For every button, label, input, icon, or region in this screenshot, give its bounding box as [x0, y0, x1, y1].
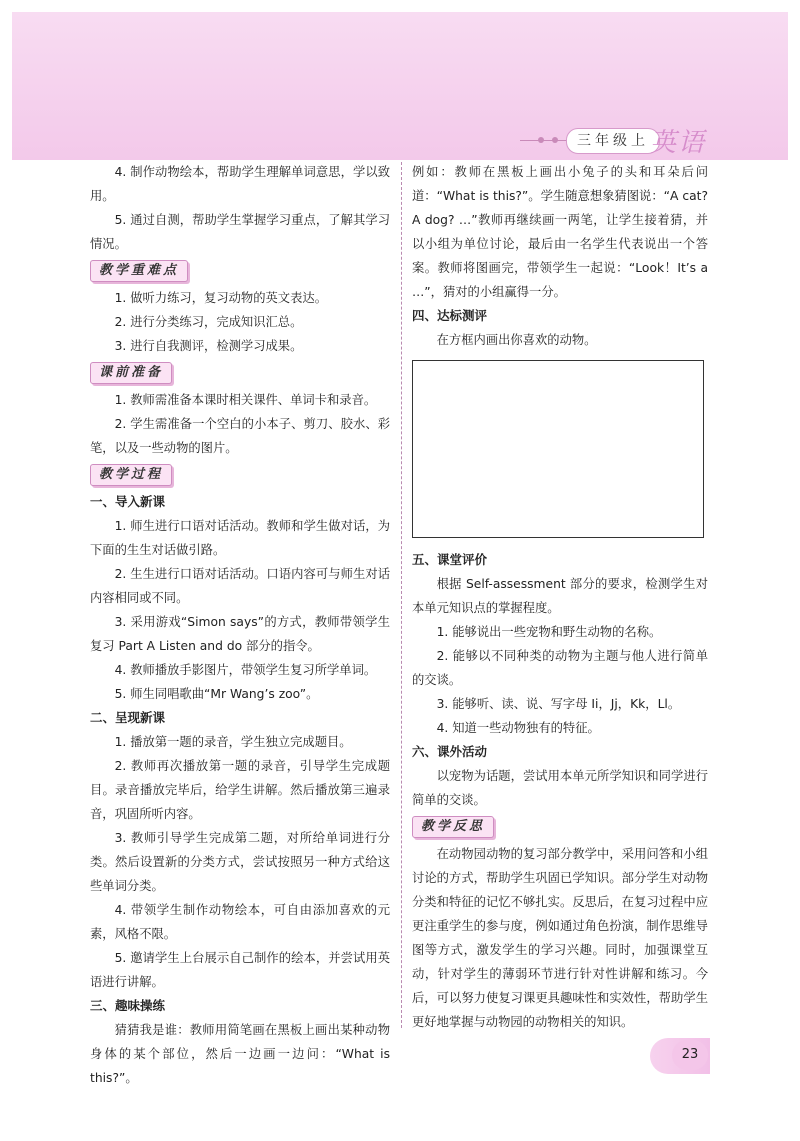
drawing-box: [412, 360, 704, 538]
section-badge-prep: 课前准备: [90, 362, 172, 384]
section-badge-reflection: 教学反思: [412, 816, 494, 838]
column-divider: [401, 162, 402, 1028]
keypoint-item: 2. 进行分类练习，完成知识汇总。: [114, 315, 303, 329]
header-decoration-dot: [538, 137, 544, 143]
step-item: 2. 教师再次播放第一题的录音，引导学生完成题目。录音播放完毕后，给学生讲解。然后播放第三遍录音，巩固所听内容。: [90, 759, 390, 821]
step-item: 2. 能够以不同种类的动物为主题与他人进行简单的交谈。: [412, 649, 708, 687]
prep-item: 1. 教师需准备本课时相关课件、单词卡和录音。: [114, 393, 377, 407]
step-item: 3. 教师引导学生完成第二题，对所给单词进行分类。然后设置新的分类方式，尝试按照另一种方式给这些单词分类。: [90, 831, 390, 893]
step-item: 4. 带领学生制作动物绘本，可自由添加喜欢的元素，风格不限。: [90, 903, 390, 941]
reflection-paragraph: 在动物园动物的复习部分教学中，采用问答和小组讨论的方式，帮助学生巩固已学知识。部分学生对动物分类和特征的记忆不够扎实。反思后，在复习过程中应更注重学生的参与度，例如通过角色扮演，制作思维导图等方式，激发学生的学习兴趣。同时，加强课堂互动，针对学生的薄弱环节进行针对性讲解和练习。今后，可以努力使复习课更具趣味性和实效性，帮助学生更好地掌握与动物园的动物相关的知识。: [412, 847, 708, 1029]
section-heading: 一、导入新课: [90, 494, 166, 509]
step-item: 5. 邀请学生上台展示自己制作的绘本，并尝试用英语进行讲解。: [90, 951, 390, 989]
page-number: 23: [672, 1040, 708, 1070]
prep-item: 2. 学生需准备一个空白的小本子、剪刀、胶水、彩笔，以及一些动物的图片。: [90, 417, 390, 455]
section-heading: 二、呈现新课: [90, 710, 166, 725]
step-item: 2. 生生进行口语对话活动。口语内容可与师生对话内容相同或不同。: [90, 567, 390, 605]
keypoint-item: 1. 做听力练习，复习动物的英文表达。: [114, 291, 327, 305]
section-badge-process: 教学过程: [90, 464, 172, 486]
step-item: 根据 Self-assessment 部分的要求，检测学生对本单元知识点的掌握程度。: [412, 577, 708, 615]
step-item: 猜猜我是谁：教师用简笔画在黑板上画出某种动物身体的某个部位，然后一边画一边问：“What is this?”。: [90, 1023, 390, 1085]
step-item: 1. 能够说出一些宠物和野生动物的名称。: [436, 625, 662, 639]
step-item: 1. 师生进行口语对话活动。教师和学生做对话，为下面的生生对话做引路。: [90, 519, 390, 557]
step-item: 4. 教师播放手影图片，带领学生复习所学单词。: [114, 663, 377, 677]
section-badge-keypoints: 教学重难点: [90, 260, 188, 282]
objective-item: 5. 通过自测，帮助学生掌握学习重点，了解其学习情况。: [90, 213, 390, 251]
grade-label: 三年级上: [566, 128, 660, 154]
objective-item: 4. 制作动物绘本，帮助学生理解单词意思，学以致用。: [90, 165, 390, 203]
section-heading: 三、趣味操练: [90, 998, 166, 1013]
step-item: 4. 知道一些动物独有的特征。: [436, 721, 600, 735]
header-decoration-dot: [552, 137, 558, 143]
section-heading: 五、课堂评价: [412, 552, 488, 567]
step-item: 3. 能够听、读、说、写字母 Ii，Jj，Kk，Ll。: [436, 697, 681, 711]
keypoint-item: 3. 进行自我测评，检测学习成果。: [114, 339, 303, 353]
step-item: 在方框内画出你喜欢的动物。: [436, 333, 597, 347]
continued-paragraph: 例如：教师在黑板上画出小兔子的头和耳朵后问道：“What is this?”。学生随意想象猜图说：“A cat? A dog? …”教师再继续画一两笔，让学生接着猜，并以小组为单位讨论，最后由一名学生代表说出一个答案。教师将图画完，带领学生一起说：“Look！It’s a …”，猜对的小组赢得一分。: [412, 165, 708, 299]
left-column: [90, 160, 390, 1090]
step-item: 5. 师生同唱歌曲“Mr Wang’s zoo”。: [114, 687, 319, 701]
section-heading: 四、达标测评: [412, 308, 488, 323]
right-column: [412, 160, 708, 1034]
section-heading: 六、课外活动: [412, 744, 488, 759]
step-item: 3. 采用游戏“Simon says”的方式，教师带领学生复习 Part A Listen and do 部分的指令。: [90, 615, 390, 653]
step-item: 以宠物为话题，尝试用本单元所学知识和同学进行简单的交谈。: [412, 769, 708, 807]
step-item: 1. 播放第一题的录音，学生独立完成题目。: [114, 735, 352, 749]
subject-title: 英语: [650, 128, 707, 158]
